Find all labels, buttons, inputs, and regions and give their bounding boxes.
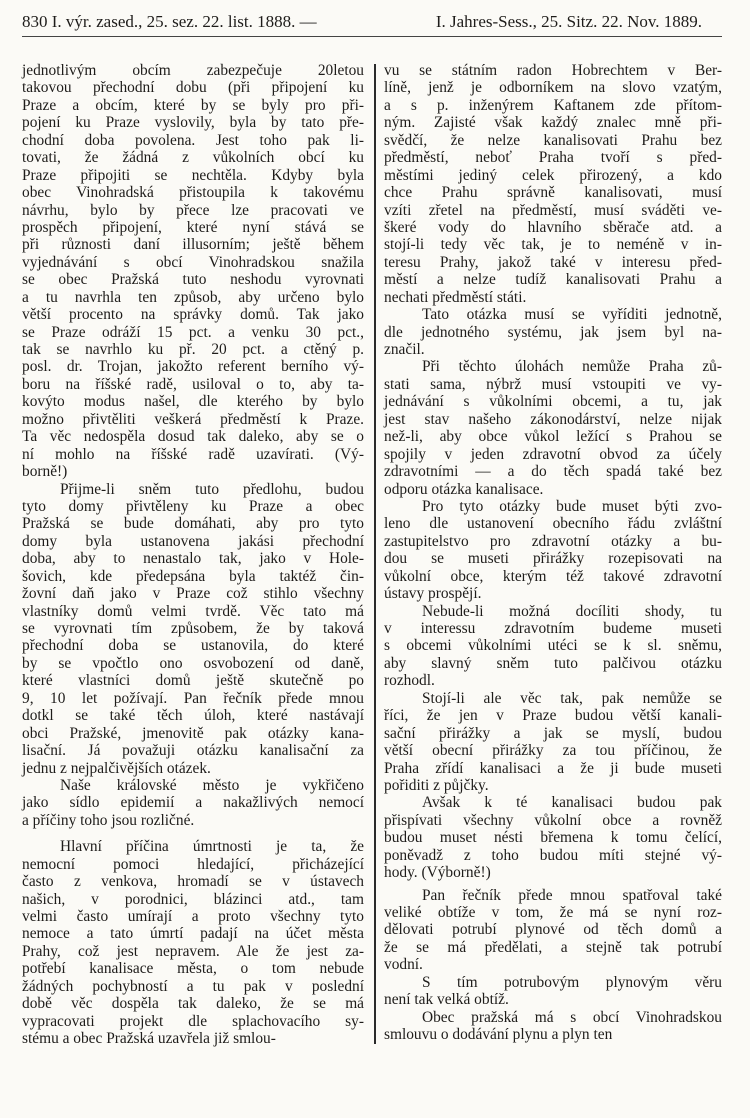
text-line: při různosti daní illusorním; ještě během (22, 236, 364, 254)
text-line: Pražská se bude domáhati, aby pro tyto (22, 515, 364, 533)
text-line: Praze a obcím, které by se byly pro při- (22, 96, 364, 114)
text-line: přispívati všechny vůkolní obce a rovněž (384, 811, 722, 829)
column-divider (374, 64, 376, 1044)
text-line: a tu navrhla ten způsob, aby určeno bylo (22, 288, 364, 306)
text-line: ní mohlo na říšské radě uzavírati. (Vý- (22, 445, 364, 463)
text-line: Přijme-li sněm tuto předlohu, budou (60, 480, 364, 498)
text-line: žovní daň jako v Praze což stihlo všechny (22, 585, 364, 603)
text-line: 9, 10 let požívají. Pan řečník přede mnou (22, 689, 364, 707)
text-line: vlastníky domů velmi tvrdě. Věc tato má (22, 602, 364, 620)
text-line: boru na říšské radě, usiloval o to, aby ta- (22, 375, 364, 393)
text-line: chce Prahu správně kanalisovati, musí (384, 184, 722, 202)
left-column (22, 62, 364, 1048)
text-line: rozhodl. (384, 672, 435, 690)
text-line: dotkl se také těch úloh, které nastávají (22, 707, 364, 725)
text-line: Ta věc nedospěla dosud tak daleko, aby se o (22, 428, 364, 446)
text-line: městími jediný celek přirozený, a kdo (384, 166, 722, 184)
text-line: prospěch připojení, které nyní stává se (22, 218, 364, 236)
header-czech: 830 I. výr. zased., 25. sez. 22. list. 1888. — (22, 12, 317, 31)
text-line: Naše královské město je vykřičeno (60, 776, 364, 794)
text-line: stojí-li tedy věc tak, je to neméně v in- (384, 236, 722, 254)
text-line: Nebude-li možná docíliti shody, tu (422, 602, 722, 620)
text-line: stému a obec Pražská uzavřela již smlou- (22, 1030, 276, 1048)
text-line: Prahy, což jest nepravem. Ale že jest za- (22, 942, 364, 960)
text-line: takovou přechodní dobu (při připojení ku (22, 79, 364, 97)
text-line: dle jednotného systému, jak jsem byl na- (384, 323, 722, 341)
text-line: v interessu zdravotním budeme museti (384, 620, 722, 637)
text-line: lisační. Já považuji otázku kanalisační za (22, 742, 364, 760)
text-line: vzíti zřetel na předměstí, musí sváděti ve- (384, 201, 722, 219)
text-line: velmi často umírají a proto všechny tyto (22, 908, 364, 925)
text-line: sační přirážky a jak se myslí, budou (384, 724, 722, 742)
text-line: posl. dr. Trojan, jakožto referent berního vý- (22, 358, 364, 376)
text-line: zdravotními — a do těch spadá také bez (384, 463, 722, 481)
text-line: našich, v porodnici, blázinci atd., tam (22, 890, 364, 908)
text-line: Pro tyto otázky bude muset býti zvo- (422, 497, 722, 515)
text-line: se Praze odráží 15 pct. a venku 30 pct., (22, 323, 364, 341)
text-line: nemoce a tato úmrtí padají na účet města (22, 925, 364, 943)
text-line: jest stav našeho zákonodárství, nelze nijak (384, 410, 722, 428)
text-line: potřebí kanalisace města, o tom nebude (22, 960, 364, 978)
text-line: pořiditi z půjčky. (384, 776, 489, 794)
text-line: možno přivtěliti veškerá předměstí k Praze. (22, 410, 364, 428)
text-line: Pan řečník přede mnou spatřoval také (422, 886, 722, 904)
text-line: pojení ku Praze vyslovily, byla by tato pře- (22, 114, 364, 132)
text-line: dou se museti přirážky rozepisovati na (384, 550, 722, 568)
text-line: vůkolní obce, kterým též takové zdravotní (384, 567, 722, 585)
text-line: vodní. (384, 956, 423, 974)
text-line: obci Pražské, jmenovitě pak otázky kana- (22, 724, 364, 742)
text-line: jednotlivým obcím zabezpečuje 20letou (22, 62, 364, 79)
text-line: tovati, že žádná z vůkolních obcí ku (22, 149, 364, 167)
text-line: se vyrovnati tím způsobem, že by taková (22, 620, 364, 637)
text-line: s obcemi vůkolními utéci se k sl. sněmu, (384, 637, 722, 655)
text-line: které vlastníci domů ještě skutečně po (22, 672, 364, 690)
text-line: jednu z nejpalčivějších otázek. (22, 759, 211, 777)
text-line: Hlavní příčina úmrtnosti je ta, že (60, 838, 364, 856)
right-column (384, 62, 722, 1044)
text-line: větší procento na správky domů. Tak jako (22, 306, 364, 324)
text-line: stati sama, nýbrž musí vstoupiti ve vy- (384, 375, 722, 393)
text-line: značil. (384, 341, 425, 358)
text-line: poněvadž z toho budou míti stejné vý- (384, 846, 722, 864)
text-line: Obec pražská má s obcí Vinohradskou (422, 1008, 722, 1026)
text-line: obec Vinohradská přistoupila k takovému (22, 184, 364, 202)
text-line: jednávání s vůkolními obcemi, a tu, jak (384, 393, 722, 411)
text-line: není tak velká obtíž. (384, 991, 509, 1009)
text-line: Stojí-li ale věc tak, pak nemůže se (422, 689, 722, 707)
text-line: ným. Zajisté však každý znalec mně při- (384, 114, 722, 132)
text-line: přechodní doba se ustanovila, do které (22, 637, 364, 655)
text-line: nemocní pomoci hledající, přicházející (22, 855, 364, 873)
text-line: teresu Prahy, jakož také v interesu před- (384, 253, 722, 271)
text-line: odporu otázka kanalisace. (384, 480, 544, 498)
text-line: Praha zřídí kanalisaci a že ji bude museti (384, 759, 722, 777)
text-line: době věc dospěla tak daleko, že se má (22, 995, 364, 1013)
text-line: návrhu, bylo by přece lze pracovati ve (22, 201, 364, 219)
text-line: a s p. inženýrem Kaftanem zde přítom- (384, 96, 722, 114)
text-line: Praze připojiti se nechtěla. Kdyby byla (22, 166, 364, 184)
text-line: by se vpočtlo ono osvobození od daně, (22, 654, 364, 672)
text-line: říci, že jen v Praze budou větší kanali- (384, 707, 722, 725)
text-line: vypracovati projekt dle splachovacího sy- (22, 1012, 364, 1030)
page-header (22, 10, 722, 37)
text-line: líně, jenž je odborníkem na slovo vzatým, (384, 79, 722, 97)
text-line: jako sídlo epidemií a nakažlivých nemocí (22, 794, 364, 812)
text-line: borně!) (22, 463, 68, 481)
header-german: I. Jahres-Sess., 25. Sitz. 22. Nov. 1889. (435, 12, 702, 31)
text-line: hody. (Výborně!) (384, 864, 491, 882)
text-line: šovich, kde předepsána byla taktéž čin- (22, 567, 364, 585)
text-line: chodní doba povolena. Jest toho pak li- (22, 131, 364, 149)
text-line: leno dle ustanovení obecního řádu zvláštní (384, 515, 722, 533)
text-line: nechati předměstí státi. (384, 288, 527, 306)
text-line: Tato otázka musí se vyříditi jednotně, (422, 306, 722, 324)
text-line: předměstí, neboť Praha tvoří s před- (384, 149, 722, 167)
text-line: doba, aby to nenastalo tak, jako v Hole- (22, 550, 364, 568)
text-line: dělovati potrubí plynové od těch domů a (384, 921, 722, 939)
text-line: a příčiny toho jsou rozličné. (22, 811, 195, 829)
text-line: že se má předělati, a stejně tak potrubí (384, 938, 722, 956)
text-line: zastupitelstvo pro zdravotní otázky a bu- (384, 532, 722, 550)
text-line: tyto domy přivtěleny ku Praze a obec (22, 497, 364, 515)
text-line: se obec Pražská tuto neshodu vyrovnati (22, 271, 364, 289)
text-line: vu se státním radon Hobrechtem v Ber- (384, 62, 722, 79)
text-line: Při těchto úlohách nemůže Praha zů- (422, 358, 722, 376)
text-line: městí a nelze tudíž kanalisovati Prahu a (384, 271, 722, 289)
text-line: Avšak k té kanalisaci budou pak (422, 794, 722, 812)
text-line: veliké obtíže v tom, že má se nyní roz- (384, 904, 722, 921)
text-line: domy byla ustanovena jakási přechodní (22, 532, 364, 550)
text-line: kovýto modus našel, dle kterého by bylo (22, 393, 364, 411)
text-line: svědčí, že nelze kanalisovati Prahu bez (384, 131, 722, 149)
text-line: aby slavný sněm tuto palčivou otázku (384, 654, 722, 672)
text-line: žádných pochybností a tu pak v poslední (22, 977, 364, 995)
text-line: než-li, aby obce vůkol ležící s Prahou se (384, 428, 722, 446)
text-line: škeré vody do hlavního sběrače atd. a (384, 218, 722, 236)
text-line: smlouvu o dodávání plynu a plyn ten (384, 1026, 613, 1044)
text-line: budou muset nésti břemena k tomu čelící, (384, 829, 722, 847)
text-line: větší obecní přirážky za tou příčinou, že (384, 742, 722, 760)
text-line: S tím potrubovým plynovým věru (422, 973, 722, 991)
text-line: ústavy prospějí. (384, 585, 482, 603)
text-line: často z venkova, hromadí se v ústavech (22, 873, 364, 891)
text-line: tak se navrhlo ku př. 20 pct. a ctěný p. (22, 341, 364, 358)
text-line: vyjednávání s obcí Vinohradskou snažila (22, 253, 364, 271)
text-line: spojily v jeden zdravotní obvod za účely (384, 445, 722, 463)
